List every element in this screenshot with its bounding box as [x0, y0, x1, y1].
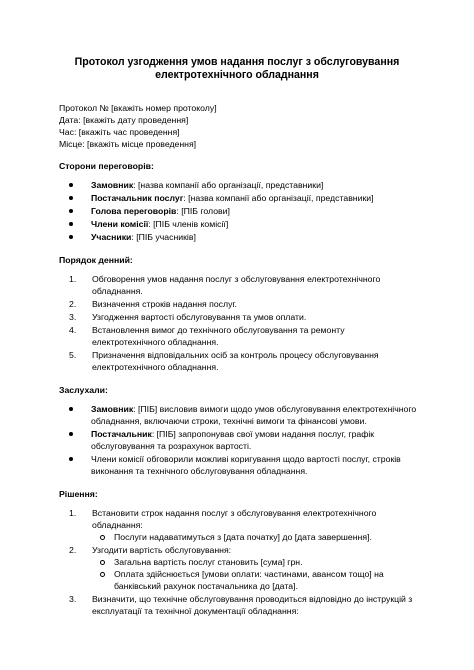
list-item: 1. Обговорення умов надання послуг з обслуговування електротехнічного обладнання.	[69, 274, 381, 296]
meeting-date: Дата: [вкажіть дату проведення]	[59, 115, 189, 125]
bullet-icon	[69, 209, 73, 213]
bullet-icon	[69, 183, 73, 187]
list-item: 3. Визначити, що технічне обслуговування проводиться відповідно до інструкцій з експлуатації та технічної документації обладнання:	[69, 594, 413, 616]
sub-list	[92, 556, 419, 592]
list-item: 3. Узгодження вартості обслуговування та умов оплати.	[69, 312, 307, 322]
document-title	[60, 56, 414, 82]
bullet-icon	[69, 235, 73, 239]
circle-bullet-icon	[100, 572, 105, 577]
agenda-heading: Порядок денний:	[59, 255, 133, 265]
list-item: 1. Встановити строк надання послуг з обслуговування електротехнічного обладнання: Послуги надаватимуться з [дата початку] до [дата завершення].	[69, 507, 419, 543]
bullet-icon	[69, 432, 73, 436]
bullet-icon	[69, 407, 73, 411]
agenda-list	[59, 273, 419, 373]
decisions-list	[59, 507, 419, 617]
list-item: 2. Узгодити вартість обслуговування: Загальна вартість послуг становить [сума] грн. Оплата здійснюється [умови оплати: частинами, авансом тощо] на банківський рахунок постачальника до [дата].	[69, 544, 419, 592]
sub-list-item: Послуги надаватимуться з [дата початку] до [дата завершення].	[100, 531, 419, 543]
circle-bullet-icon	[100, 535, 105, 540]
list-item: Замовник: [ПІБ] висловив вимоги щодо умов обслуговування електротехнічного обладнання, включаючи строки, технічні вимоги та фінансові умови.	[69, 403, 419, 427]
title-line-1: Протокол узгодження умов надання послуг з обслуговування	[74, 56, 400, 68]
list-item: 4. Встановлення вимог до технічного обслуговування та ремонту електротехнічного обладнання.	[69, 325, 345, 347]
protocol-number: Протокол № [вкажіть номер протоколу]	[59, 103, 217, 113]
meeting-time: Час: [вкажіть час проведення]	[59, 127, 180, 137]
list-item: Замовник: [назва компанії або організації, представники]	[69, 179, 419, 191]
meta-block	[59, 102, 419, 150]
document-body	[59, 102, 419, 618]
decisions-heading: Рішення:	[59, 489, 98, 499]
bullet-icon	[69, 222, 73, 226]
list-item: Постачальник: [ПІБ] запропонував свої умови надання послуг, графік обслуговування та розрахунок вартості.	[69, 428, 419, 452]
list-item: 2. Визначення строків надання послуг.	[69, 299, 237, 309]
sub-list	[92, 531, 419, 543]
heard-list	[59, 403, 419, 477]
parties-list	[59, 179, 419, 243]
parties-heading: Сторони переговорів:	[59, 161, 154, 171]
sub-list-item: Загальна вартість послуг становить [сума] грн.	[100, 556, 419, 568]
meeting-place: Місце: [вкажіть місце проведення]	[59, 139, 197, 149]
circle-bullet-icon	[100, 560, 105, 565]
title-line-2: електротехнічного обладнання	[155, 69, 319, 81]
list-item: 5. Призначення відповідальних осіб за контроль процесу обслуговування електротехнічного обладнання.	[69, 350, 379, 372]
list-item: Учасники: [ПІБ учасників]	[69, 231, 419, 243]
list-item: Постачальник послуг: [назва компанії або організації, представники]	[69, 192, 419, 204]
list-item: Члени комісії: [ПІБ членів комісії]	[69, 218, 419, 230]
list-item: Голова переговорів: [ПІБ голови]	[69, 205, 419, 217]
bullet-icon	[69, 457, 73, 461]
bullet-icon	[69, 196, 73, 200]
list-item: Члени комісії обговорили можливі коригування щодо вартості послуг, строків виконання та технічного обслуговування обладнання.	[69, 453, 419, 477]
sub-list-item: Оплата здійснюється [умови оплати: частинами, авансом тощо] на банківський рахунок постачальника до [дата].	[100, 568, 419, 592]
heard-heading: Заслухали:	[59, 385, 108, 395]
